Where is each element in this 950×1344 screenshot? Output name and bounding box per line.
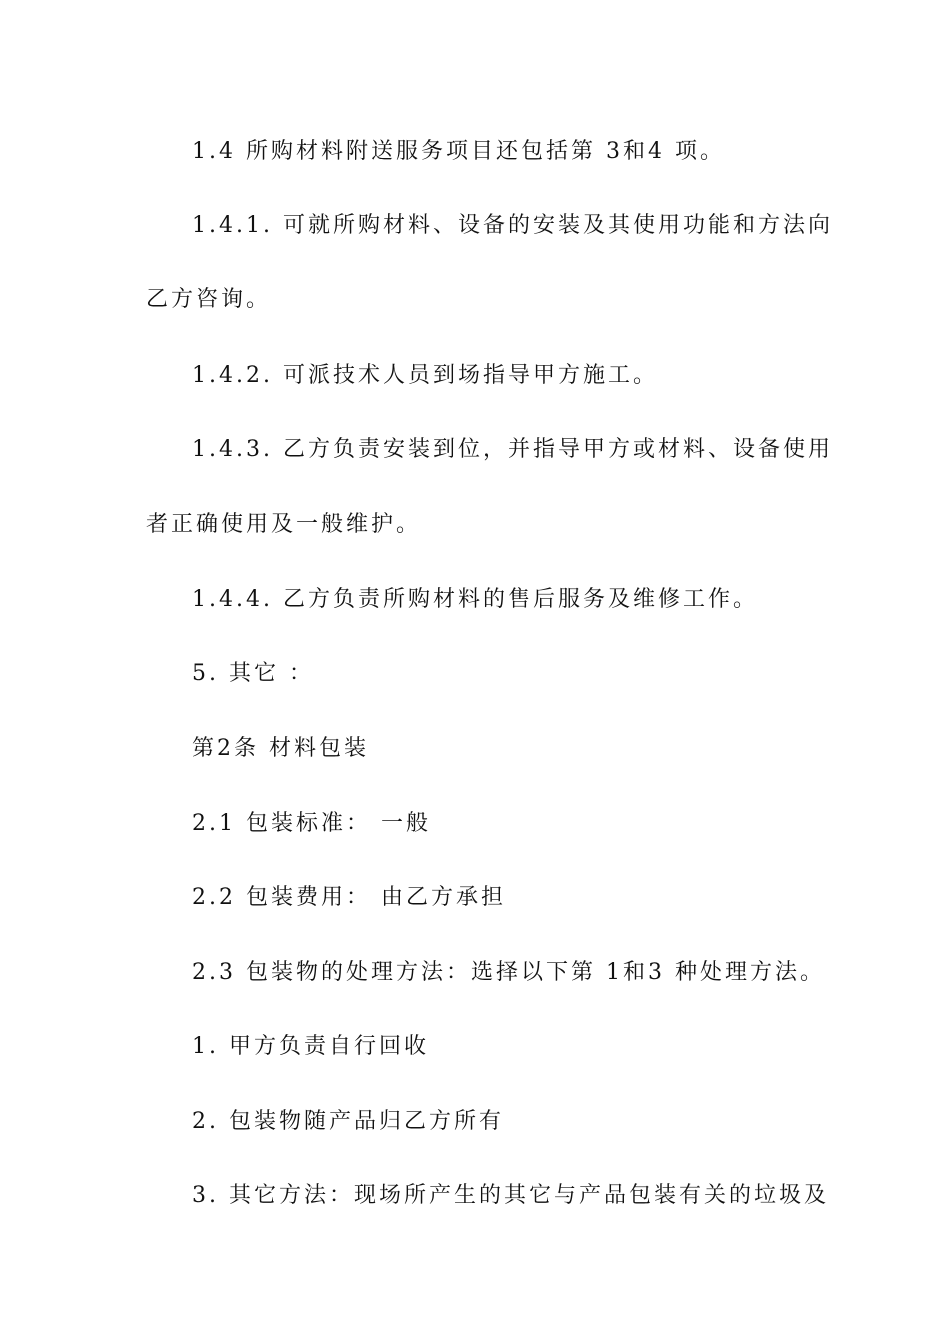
article-2-heading: 第2条 材料包装 <box>192 736 369 761</box>
clause-5-other: 5. 其它 ： <box>192 661 314 686</box>
clause-1-4: 1.4 所购材料附送服务项目还包括第 3和4 项。 <box>192 139 725 164</box>
option-3: 3. 其它方法：现场所产生的其它与产品包装有关的垃圾及 <box>192 1183 829 1208</box>
clause-2-1: 2.1 包装标准： 一般 <box>192 811 431 836</box>
clause-1-4-3-continued: 者正确使用及一般维护。 <box>146 512 422 537</box>
clause-1-4-1-continued: 乙方咨询。 <box>146 287 272 312</box>
option-2: 2. 包装物随产品归乙方所有 <box>192 1109 504 1134</box>
clause-1-4-1: 1.4.1. 可就所购材料、设备的安装及其使用功能和方法向 <box>192 213 833 238</box>
clause-2-3: 2.3 包装物的处理方法：选择以下第 1和3 种处理方法。 <box>192 960 825 985</box>
clause-1-4-2: 1.4.2. 可派技术人员到场指导甲方施工。 <box>192 363 658 388</box>
clause-2-2: 2.2 包装费用： 由乙方承担 <box>192 885 506 910</box>
clause-1-4-3: 1.4.3. 乙方负责安装到位，并指导甲方或材料、设备使用 <box>192 437 833 462</box>
option-1: 1. 甲方负责自行回收 <box>192 1034 429 1059</box>
clause-1-4-4: 1.4.4. 乙方负责所购材料的售后服务及维修工作。 <box>192 587 758 612</box>
